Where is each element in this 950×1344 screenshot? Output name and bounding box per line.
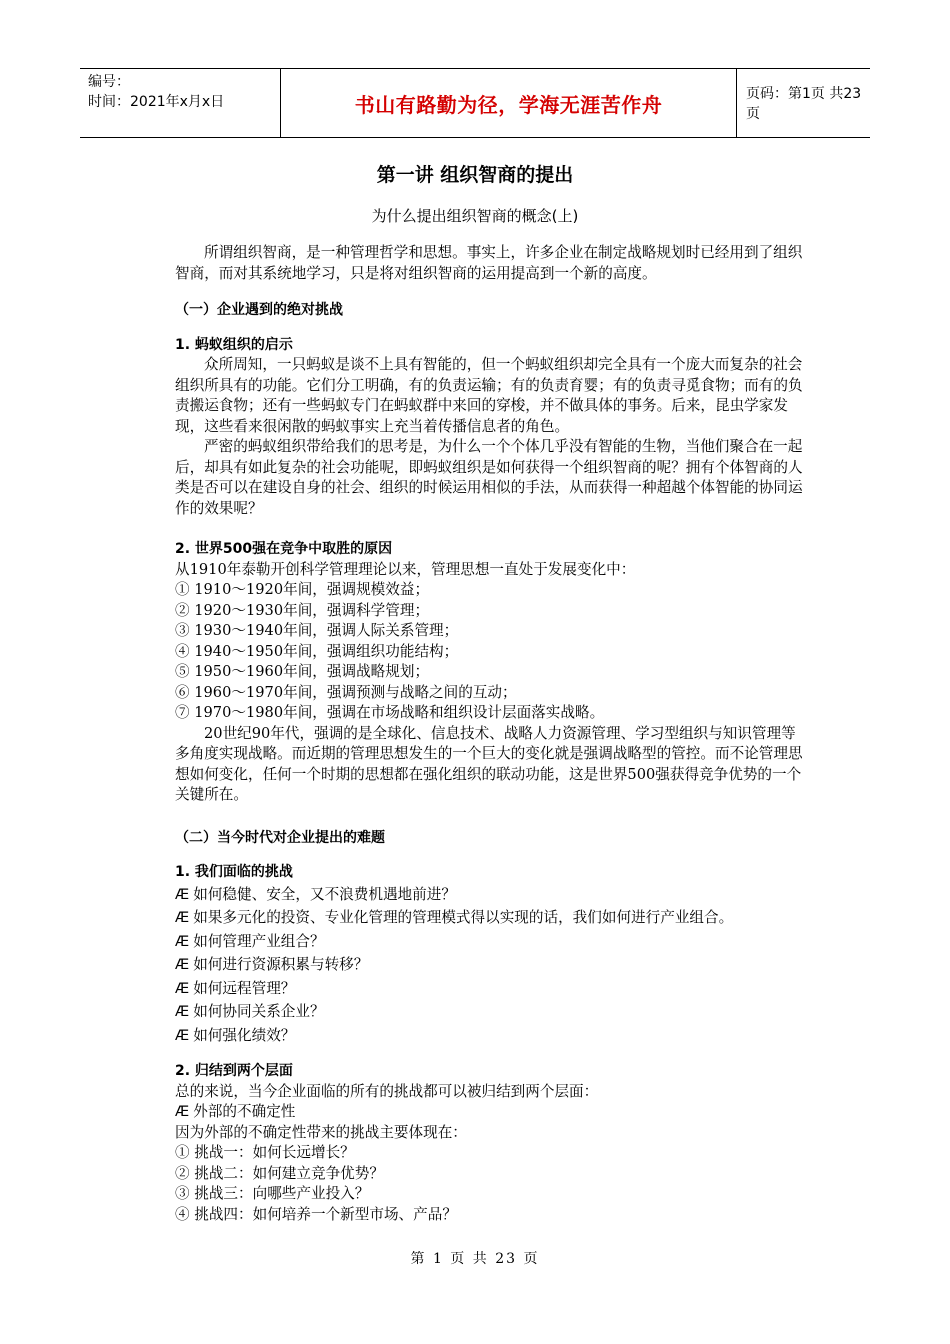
list-item: ② 挑战二：如何建立竞争优势？ <box>175 1164 384 1182</box>
section-2-sub-1-heading: 1. 我们面临的挑战 <box>175 864 293 880</box>
section-2-heading: （二）当今时代对企业提出的难题 <box>175 829 385 846</box>
section-1-heading: （一）企业遇到的绝对挑战 <box>175 302 343 318</box>
list-item: ② 1920～1930年间，强调科学管理； <box>175 601 430 619</box>
bullet-marker: Æ <box>175 1003 190 1020</box>
document-time-label: 时间：2021年x月x日 <box>88 94 225 110</box>
section-1-sub-1-heading: 1. 蚂蚁组织的启示 <box>175 336 293 353</box>
page-footer: 第 1 页 共 23 页 <box>410 1251 540 1267</box>
list-item: Æ 如何协同关系企业？ <box>175 1003 325 1020</box>
paragraph: 从1910年泰勒开创科学管理理论以来，管理思想一直处于发展变化中： <box>175 560 636 578</box>
paragraph: 严密的蚂蚁组织带给我们的思考是，为什么一个个体几乎没有智能的生物，当他们聚合在一起后，却具有如此复杂的社会功能呢，即蚂蚁组织是如何获得一个组织智商的呢？拥有个体智商的人类是否可以在建设自身的社会、组织的时候运用相似的手法，从而获得一种超越个体智能的协同运作的效果呢？ <box>175 438 803 517</box>
header-left-cell <box>80 69 280 137</box>
document-body <box>175 243 810 1225</box>
document-subtitle: 为什么提出组织智商的概念(上) <box>371 207 579 225</box>
list-item: ④ 挑战四：如何培养一个新型市场、产品？ <box>175 1205 457 1223</box>
paragraph: 众所周知，一只蚂蚁是谈不上具有智能的，但一个蚂蚁组织却完全具有一个庞大而复杂的社会组织所具有的功能。它们分工明确，有的负责运输；有的负责育婴；有的负责寻觅食物；而有的负责搬运食物；还有一些蚂蚁专门在蚂蚁群中来回的穿梭，并不做具体的事务。后来，昆虫学家发现，这些看来很闲散的蚂蚁事实上充当着传播信息者的角色。 <box>175 356 803 435</box>
header-table <box>80 68 870 138</box>
list-item: ① 1910～1920年间，强调规模效益； <box>175 581 430 598</box>
list-item: ③ 挑战三：向哪些产业投入？ <box>175 1185 370 1202</box>
header-motto-cell <box>280 69 737 137</box>
intro-paragraph: 所谓组织智商，是一种管理哲学和思想。事实上，许多企业在制定战略规划时已经用到了组织智商，而对其系统地学习，只是将对组织智商的运用提高到一个新的高度。 <box>175 244 803 282</box>
document-code-label: 编号： <box>88 74 130 90</box>
bullet-marker: Æ <box>175 1026 190 1044</box>
section-1-sub-2-heading: 2. 世界500强在竞争中取胜的原因 <box>175 541 393 557</box>
bullet-marker: Æ <box>175 956 190 973</box>
list-item: ⑤ 1950～1960年间，强调战略规划； <box>175 663 430 680</box>
header-motto: 书山有路勤为径，学海无涯苦作舟 <box>354 92 663 117</box>
paragraph: 因为外部的不确定性带来的挑战主要体现在： <box>175 1123 467 1141</box>
list-item: ⑥ 1960～1970年间，强调预测与战略之间的互动； <box>175 683 517 701</box>
paragraph: 总的来说，当今企业面临的所有的挑战都可以被归结到两个层面： <box>175 1082 599 1100</box>
bullet-marker: Æ <box>175 885 190 903</box>
header-page-cell <box>736 69 870 137</box>
bullet-marker: Æ <box>175 1103 190 1120</box>
list-item: Æ 如何稳健、安全，又不浪费机遇地前进？ <box>175 885 456 903</box>
list-item: Æ 如何管理产业组合？ <box>175 932 325 950</box>
document-title: 第一讲 组织智商的提出 <box>376 164 574 186</box>
list-item: Æ 如何进行资源积累与转移？ <box>175 956 369 973</box>
bullet-marker: Æ <box>175 979 190 997</box>
list-item: Æ 外部的不确定性 <box>175 1103 296 1120</box>
list-item: Æ 如果多元化的投资、专业化管理的管理模式得以实现的话，我们如何进行产业组合。 <box>175 909 734 926</box>
list-item: ④ 1940～1950年间，强调组织功能结构； <box>175 642 459 660</box>
list-item: ③ 1930～1940年间，强调人际关系管理； <box>175 622 459 639</box>
section-2-sub-2-heading: 2. 归结到两个层面 <box>175 1063 293 1079</box>
bullet-marker: Æ <box>175 909 190 926</box>
list-item: ⑦ 1970～1980年间，强调在市场战略和组织设计层面落实战略。 <box>175 704 605 721</box>
paragraph: 20世纪90年代，强调的是全球化、信息技术、战略人力资源管理、学习型组织与知识管理等多角度实现战略。而近期的管理思想发生的一个巨大的变化就是强调战略型的管控。而不论管理思想如何变化，任何一个时期的思想都在强化组织的联动功能，这是世界500强获得竞争优势的一个关键所在。 <box>175 724 803 803</box>
list-item: Æ 如何强化绩效？ <box>175 1026 296 1044</box>
list-item: Æ 如何远程管理？ <box>175 979 296 997</box>
list-item: ① 挑战一：如何长远增长？ <box>175 1144 355 1161</box>
page-number-label: 页码：第1页 共23页 <box>746 86 862 122</box>
bullet-marker: Æ <box>175 932 190 950</box>
